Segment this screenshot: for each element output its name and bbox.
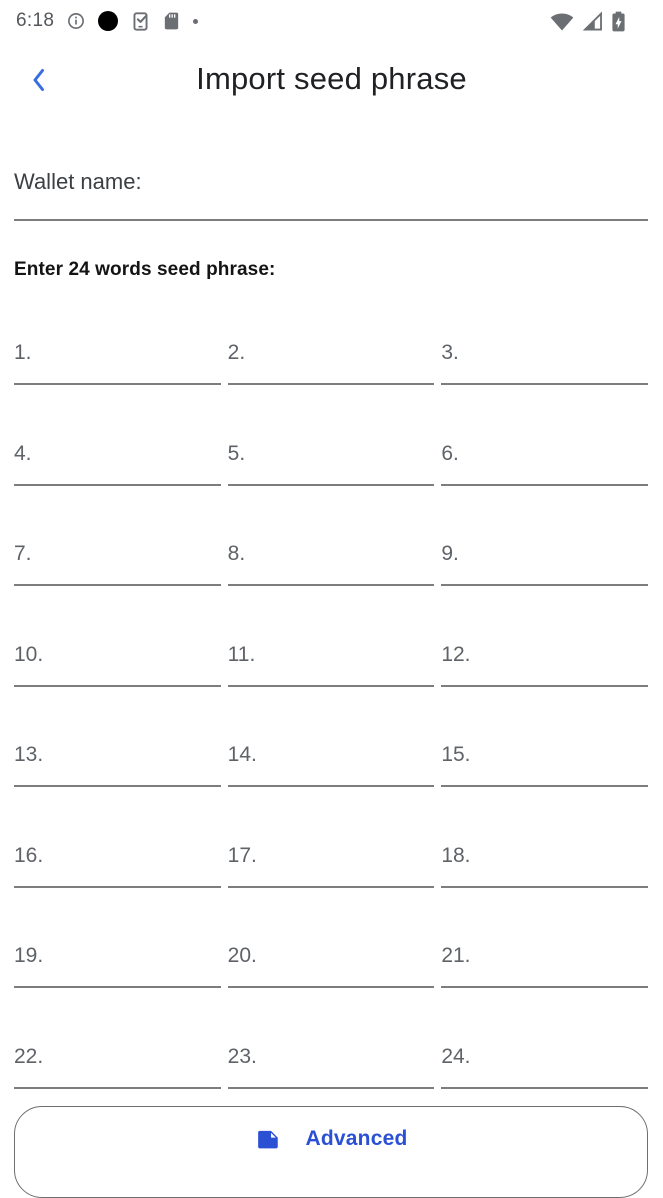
seed-word-field-8 bbox=[228, 541, 435, 586]
note-icon bbox=[255, 1126, 281, 1152]
seed-word-grid bbox=[14, 340, 648, 1089]
seed-word-input-19[interactable] bbox=[14, 969, 221, 988]
seed-word-number-1: 1. bbox=[14, 341, 32, 364]
chevron-left-icon bbox=[28, 65, 50, 95]
seed-word-number-8: 8. bbox=[227, 542, 246, 565]
seed-word-field-9 bbox=[441, 541, 648, 586]
seed-word-input-9[interactable] bbox=[441, 567, 648, 586]
record-dot-icon bbox=[98, 11, 118, 31]
seed-word-field-1 bbox=[14, 340, 221, 385]
seed-word-input-3[interactable] bbox=[441, 366, 648, 385]
sd-card-icon bbox=[163, 11, 180, 31]
status-bar-left bbox=[16, 10, 198, 32]
seed-word-field-18 bbox=[441, 843, 648, 888]
seed-word-number-20: 20. bbox=[227, 944, 257, 967]
cell-signal-icon bbox=[581, 10, 604, 32]
seed-word-input-24[interactable] bbox=[441, 1070, 648, 1089]
seed-word-field-24 bbox=[441, 1044, 648, 1089]
seed-word-number-12: 12. bbox=[441, 642, 471, 666]
device-check-icon bbox=[131, 11, 150, 32]
seed-word-input-16[interactable] bbox=[14, 869, 221, 888]
seed-word-number-18: 18. bbox=[441, 843, 471, 867]
seed-word-input-5[interactable] bbox=[228, 467, 435, 486]
seed-word-input-13[interactable] bbox=[14, 768, 221, 787]
seed-word-field-11 bbox=[228, 642, 435, 687]
seed-word-input-23[interactable] bbox=[228, 1070, 435, 1089]
info-icon bbox=[67, 12, 85, 30]
wallet-name-input[interactable] bbox=[14, 195, 648, 221]
seed-word-field-22 bbox=[14, 1044, 221, 1089]
seed-section-label: Enter 24 words seed phrase: bbox=[14, 259, 276, 280]
status-bar-right bbox=[550, 10, 626, 33]
seed-word-field-7 bbox=[14, 541, 221, 586]
seed-word-input-15[interactable] bbox=[441, 768, 648, 787]
seed-word-number-22: 22. bbox=[14, 1044, 44, 1068]
seed-word-input-4[interactable] bbox=[14, 467, 221, 486]
seed-word-input-8[interactable] bbox=[228, 567, 435, 586]
seed-word-input-20[interactable] bbox=[228, 969, 435, 988]
seed-word-input-22[interactable] bbox=[14, 1070, 221, 1089]
seed-word-field-21 bbox=[441, 943, 648, 988]
seed-word-number-16: 16. bbox=[14, 843, 44, 867]
seed-word-field-20 bbox=[228, 943, 435, 988]
seed-word-number-11: 11. bbox=[227, 642, 256, 666]
seed-word-number-23: 23. bbox=[227, 1044, 257, 1068]
seed-word-number-7: 7. bbox=[14, 542, 32, 565]
seed-word-field-6 bbox=[441, 441, 648, 486]
seed-word-input-7[interactable] bbox=[14, 567, 221, 586]
seed-word-number-4: 4. bbox=[14, 441, 32, 465]
seed-word-input-2[interactable] bbox=[228, 366, 435, 385]
seed-word-number-10: 10. bbox=[14, 642, 44, 666]
seed-word-field-13 bbox=[14, 742, 221, 787]
seed-word-input-10[interactable] bbox=[14, 668, 221, 687]
seed-word-input-21[interactable] bbox=[441, 969, 648, 988]
back-button[interactable] bbox=[26, 63, 52, 97]
seed-word-field-4 bbox=[14, 441, 221, 486]
seed-word-input-18[interactable] bbox=[441, 869, 648, 888]
seed-word-input-11[interactable] bbox=[228, 668, 435, 687]
seed-word-field-2 bbox=[228, 340, 435, 385]
seed-word-field-3 bbox=[441, 340, 648, 385]
seed-word-number-3: 3. bbox=[441, 341, 459, 364]
seed-word-field-14 bbox=[228, 742, 435, 787]
seed-word-input-17[interactable] bbox=[228, 869, 435, 888]
seed-word-field-16 bbox=[14, 843, 221, 888]
wallet-name-label: Wallet name: bbox=[14, 169, 142, 194]
seed-word-number-9: 9. bbox=[441, 542, 459, 565]
seed-word-number-17: 17. bbox=[227, 843, 257, 867]
content bbox=[0, 169, 663, 1198]
seed-word-field-17 bbox=[228, 843, 435, 888]
seed-word-number-15: 15. bbox=[441, 743, 471, 766]
wifi-icon bbox=[550, 11, 574, 31]
seed-word-number-14: 14. bbox=[227, 743, 257, 766]
seed-word-number-6: 6. bbox=[441, 441, 459, 465]
seed-word-number-13: 13. bbox=[14, 743, 44, 766]
seed-word-input-1[interactable] bbox=[14, 366, 221, 385]
page-title: Import seed phrase bbox=[196, 61, 467, 96]
seed-word-field-5 bbox=[228, 441, 435, 486]
header bbox=[0, 56, 663, 102]
advanced-button[interactable] bbox=[14, 1106, 648, 1198]
seed-word-number-5: 5. bbox=[227, 441, 246, 465]
seed-word-field-10 bbox=[14, 642, 221, 687]
status-bar bbox=[0, 0, 663, 40]
seed-word-field-23 bbox=[228, 1044, 435, 1089]
seed-word-number-2: 2. bbox=[227, 341, 246, 364]
bullet-dot-icon bbox=[193, 19, 198, 24]
seed-word-number-19: 19. bbox=[14, 944, 44, 967]
seed-word-field-15 bbox=[441, 742, 648, 787]
advanced-button-label: Advanced bbox=[305, 1126, 408, 1150]
seed-word-field-19 bbox=[14, 943, 221, 988]
seed-word-number-21: 21. bbox=[441, 944, 471, 967]
seed-word-input-14[interactable] bbox=[228, 768, 435, 787]
status-time: 6:18 bbox=[16, 10, 55, 31]
seed-word-field-12 bbox=[441, 642, 648, 687]
battery-charging-icon bbox=[611, 10, 626, 33]
seed-word-input-6[interactable] bbox=[441, 467, 648, 486]
seed-word-number-24: 24. bbox=[441, 1044, 471, 1068]
seed-word-input-12[interactable] bbox=[441, 668, 648, 687]
